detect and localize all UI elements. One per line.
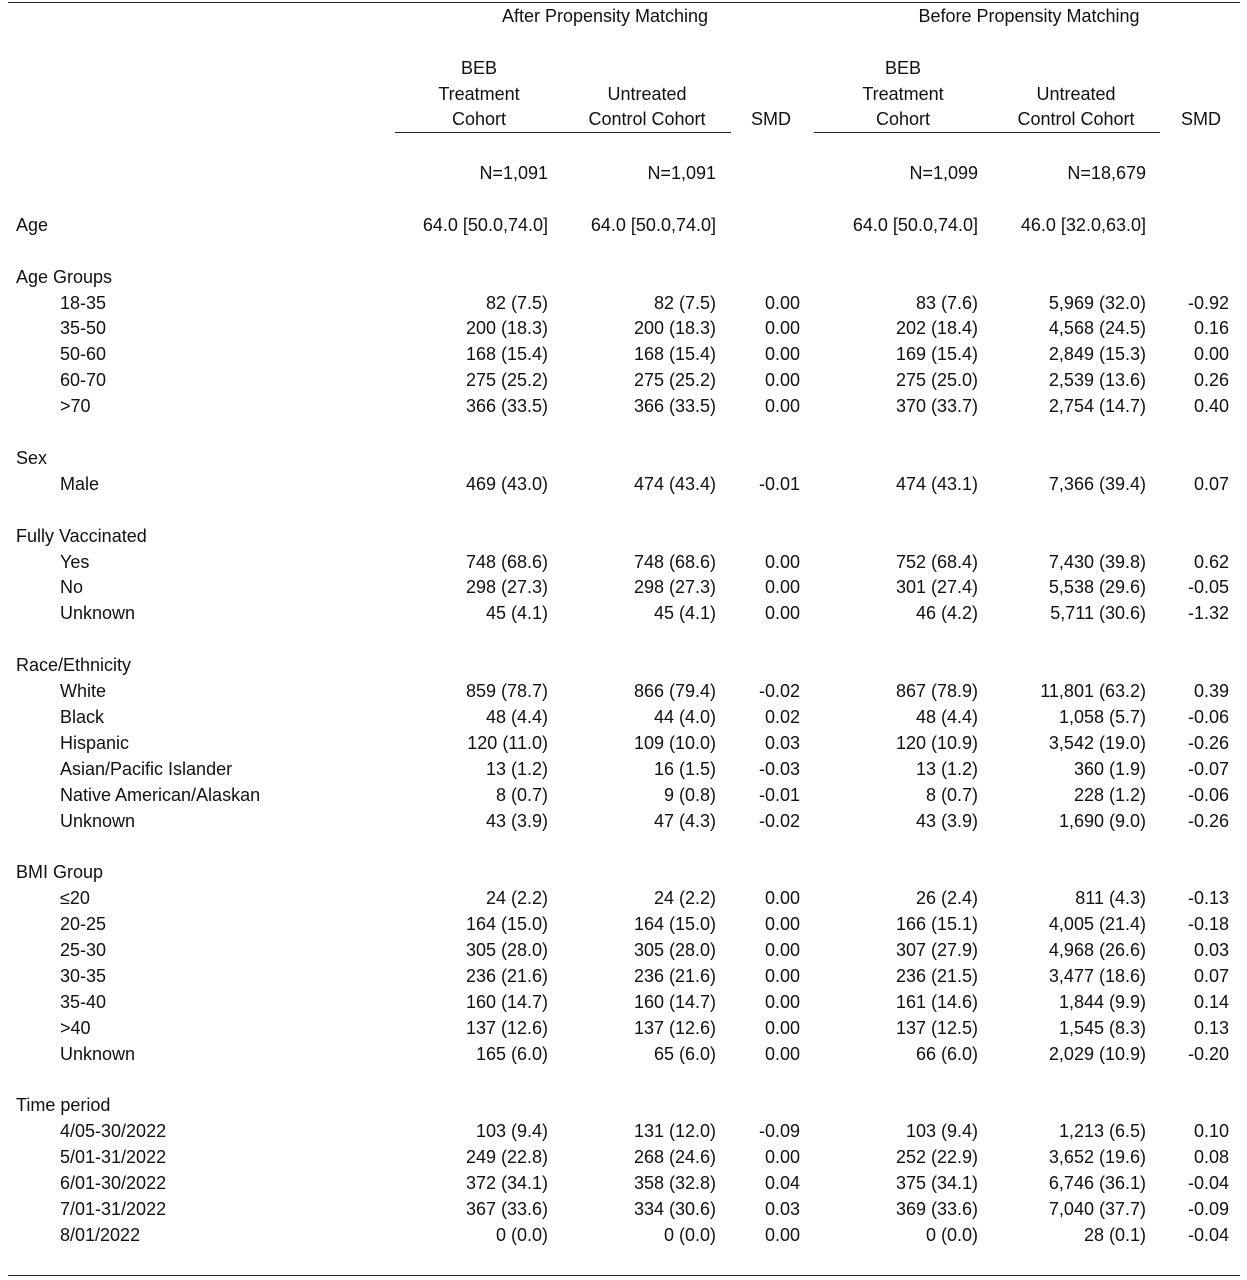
cell-after-smd: 0.03	[764, 1199, 800, 1219]
cell-before-control: 2,754 (14.7)	[1048, 396, 1146, 417]
cell-after-control: 16 (1.5)	[653, 758, 716, 779]
row-label: >40	[60, 1017, 91, 1038]
cell-before-beb: 166 (15.1)	[895, 914, 978, 935]
cell-after-beb: 137 (12.6)	[465, 1017, 548, 1038]
cell-after-control: N=1,091	[647, 163, 716, 183]
cell-before-smd: -0.92	[1187, 292, 1229, 313]
cell-after-beb: 82 (7.5)	[485, 292, 548, 313]
cell-before-control: 4,968 (26.6)	[1048, 940, 1146, 960]
cell-after-control: 47 (4.3)	[653, 810, 716, 831]
group-header-before: Before Propensity Matching	[918, 6, 1140, 26]
cell-before-beb: N=1,099	[909, 163, 978, 183]
row-label: Unknown	[60, 1043, 136, 1064]
cell-before-control: 2,029 (10.9)	[1048, 1043, 1146, 1064]
cell-after-beb: 64.0 [50.0,74.0]	[422, 214, 548, 235]
cell-after-smd: 0.00	[764, 344, 800, 365]
cell-before-smd	[1059, 212, 1229, 238]
cell-before-smd: -0.07	[1187, 758, 1229, 779]
cell-before-smd: -0.26	[1187, 810, 1229, 831]
cell-before-control: 1,844 (9.9)	[1058, 991, 1146, 1012]
cell-before-smd: -0.20	[1187, 1043, 1229, 1064]
cell-after-beb: 859 (78.7)	[465, 681, 548, 701]
cell-before-smd	[1059, 160, 1229, 186]
row-label: 30-35	[60, 965, 107, 986]
cell-before-control: 2,539 (13.6)	[1048, 370, 1146, 391]
row-label: 60-70	[60, 370, 107, 391]
section-heading: Race/Ethnicity	[16, 655, 132, 676]
row-label: >70	[60, 396, 91, 417]
cell-after-beb: 275 (25.2)	[465, 370, 548, 391]
cell-after-control: 109 (10.0)	[633, 732, 716, 753]
cell-before-control: 7,430 (39.8)	[1048, 551, 1146, 572]
cell-after-smd: 0.00	[764, 1224, 800, 1245]
cell-after-smd: 0.00	[764, 1147, 800, 1168]
cell-after-beb: 103 (9.4)	[475, 1121, 548, 1142]
cell-after-control: 45 (4.1)	[653, 603, 716, 624]
row-label: Hispanic	[60, 732, 130, 753]
cell-before-control: 11,801 (63.2)	[1040, 681, 1146, 701]
cell-before-smd: -0.04	[1187, 1173, 1229, 1194]
cell-before-smd: 0.08	[1193, 1147, 1229, 1168]
cell-before-beb: 236 (21.5)	[895, 965, 978, 986]
cell-before-beb: 369 (33.6)	[895, 1199, 978, 1219]
cell-after-control: 65 (6.0)	[653, 1043, 716, 1064]
cell-before-smd: -0.04	[1187, 1224, 1229, 1245]
cell-before-beb: 26 (2.4)	[915, 888, 978, 909]
cell-before-beb: 301 (27.4)	[895, 577, 978, 598]
cell-after-beb: 165 (6.0)	[475, 1043, 548, 1064]
cell-after-beb: 305 (28.0)	[465, 940, 548, 960]
cell-after-smd: 0.00	[764, 888, 800, 909]
table-top-rule	[8, 2, 1240, 3]
cell-after-beb: 249 (22.8)	[465, 1147, 548, 1168]
cell-before-smd: 0.14	[1193, 991, 1229, 1012]
col-header-after-beb: BEB Treatment Cohort	[438, 58, 520, 129]
cell-before-beb: 48 (4.4)	[915, 706, 978, 727]
row-label: White	[60, 681, 107, 701]
col-header-after-control: Untreated Control Cohort	[588, 83, 706, 129]
cell-before-beb: 103 (9.4)	[905, 1121, 978, 1142]
cell-before-control: 6,746 (36.1)	[1048, 1173, 1146, 1194]
cell-before-smd: 0.07	[1193, 473, 1229, 494]
cell-before-beb: 275 (25.0)	[895, 370, 978, 391]
cell-after-control: 137 (12.6)	[633, 1017, 716, 1038]
cell-before-beb: 137 (12.5)	[895, 1017, 978, 1038]
cell-before-beb: 252 (22.9)	[895, 1147, 978, 1168]
cell-after-smd: -0.01	[758, 473, 800, 494]
cell-after-control: 358 (32.8)	[633, 1173, 716, 1194]
cell-after-smd: 0.00	[764, 914, 800, 935]
cell-after-smd: -0.03	[758, 758, 800, 779]
cell-before-smd: 0.03	[1193, 940, 1229, 960]
cell-after-smd: 0.00	[764, 577, 800, 598]
cell-after-smd: 0.00	[764, 991, 800, 1012]
cell-after-control: 160 (14.7)	[633, 991, 716, 1012]
cell-before-beb: 120 (10.9)	[895, 732, 978, 753]
row-label: Asian/Pacific Islander	[60, 758, 233, 779]
cell-before-beb: 64.0 [50.0,74.0]	[852, 214, 978, 235]
cell-after-control: 9 (0.8)	[663, 784, 716, 805]
cell-after-beb: 48 (4.4)	[485, 706, 548, 727]
cell-after-smd: 0.03	[764, 732, 800, 753]
row-label: 6/01-30/2022	[60, 1173, 167, 1194]
cell-after-control: 366 (33.5)	[633, 396, 716, 417]
cell-after-smd: 0.00	[764, 965, 800, 986]
cell-before-control: 28 (0.1)	[1083, 1224, 1146, 1245]
cell-after-beb: 45 (4.1)	[485, 603, 548, 624]
cell-after-control: 305 (28.0)	[633, 940, 716, 960]
cell-before-smd: 0.16	[1193, 318, 1229, 339]
cell-before-smd: -0.13	[1187, 888, 1229, 909]
row-label: Age	[16, 214, 49, 235]
cell-after-beb: 367 (33.6)	[465, 1199, 548, 1219]
col-header-before-control: Untreated Control Cohort	[1017, 83, 1135, 129]
cell-before-control: 3,652 (19.6)	[1048, 1147, 1146, 1168]
cell-after-control: 82 (7.5)	[653, 292, 716, 313]
cell-before-beb: 46 (4.2)	[915, 603, 978, 624]
section-heading: BMI Group	[16, 862, 104, 883]
row-label: Unknown	[60, 810, 136, 831]
section-heading: Time period	[16, 1095, 111, 1116]
cell-after-smd: 0.00	[764, 1043, 800, 1064]
group-header-after: After Propensity Matching	[501, 6, 709, 26]
cell-before-beb: 66 (6.0)	[915, 1043, 978, 1064]
cell-before-control: 5,538 (29.6)	[1048, 577, 1146, 598]
cell-after-beb: 200 (18.3)	[465, 318, 548, 339]
cell-before-smd: 0.39	[1193, 681, 1229, 701]
cell-after-beb: 13 (1.2)	[485, 758, 548, 779]
col-header-after-smd: SMD	[751, 109, 791, 129]
cell-before-control: N=18,679	[1067, 163, 1146, 183]
cell-before-control: 1,213 (6.5)	[1058, 1121, 1146, 1142]
cell-after-beb: 372 (34.1)	[465, 1173, 548, 1194]
cell-before-beb: 8 (0.7)	[925, 784, 978, 805]
cell-before-beb: 375 (34.1)	[895, 1173, 978, 1194]
cell-before-control: 7,040 (37.7)	[1048, 1199, 1146, 1219]
header-underline-after	[395, 132, 731, 133]
cell-after-beb: 168 (15.4)	[465, 344, 548, 365]
table-bottom-rule	[8, 1275, 1240, 1276]
cell-before-control: 2,849 (15.3)	[1048, 344, 1146, 365]
row-label: 5/01-31/2022	[60, 1147, 167, 1168]
cell-before-smd: 0.07	[1193, 965, 1229, 986]
section-heading: Fully Vaccinated	[16, 525, 147, 546]
cell-after-control: 866 (79.4)	[633, 681, 716, 701]
cell-before-control: 46.0 [32.0,63.0]	[1020, 214, 1146, 235]
header-underline-before	[814, 132, 1160, 133]
cell-before-beb: 202 (18.4)	[895, 318, 978, 339]
cell-before-beb: 169 (15.4)	[895, 344, 978, 365]
cell-before-smd: 0.40	[1193, 396, 1229, 417]
cell-before-beb: 83 (7.6)	[915, 292, 978, 313]
cell-before-control: 811 (4.3)	[1075, 888, 1146, 909]
cell-after-beb: 366 (33.5)	[465, 396, 548, 417]
cell-after-control: 168 (15.4)	[633, 344, 716, 365]
cell-after-control: 334 (30.6)	[633, 1199, 716, 1219]
cell-after-beb: 298 (27.3)	[465, 577, 548, 598]
cell-before-beb: 0 (0.0)	[925, 1224, 978, 1245]
cell-after-beb: 164 (15.0)	[465, 914, 548, 935]
cell-after-beb: 236 (21.6)	[465, 965, 548, 986]
cell-after-control: 474 (43.4)	[633, 473, 716, 494]
row-label: Male	[60, 473, 100, 494]
row-label: Black	[60, 706, 105, 727]
cell-before-smd: -0.18	[1187, 914, 1229, 935]
row-label: 4/05-30/2022	[60, 1121, 167, 1142]
cell-before-control: 1,690 (9.0)	[1058, 810, 1146, 831]
cell-after-beb: N=1,091	[479, 163, 548, 183]
cell-after-smd: 0.04	[764, 1173, 800, 1194]
cell-before-control: 360 (1.9)	[1073, 758, 1146, 779]
cell-before-control: 5,969 (32.0)	[1048, 292, 1146, 313]
cell-before-smd: -0.26	[1187, 732, 1229, 753]
cell-after-control: 24 (2.2)	[653, 888, 716, 909]
cell-after-beb: 43 (3.9)	[485, 810, 548, 831]
cell-before-beb: 752 (68.4)	[895, 551, 978, 572]
cell-before-control: 228 (1.2)	[1073, 784, 1146, 805]
cell-before-control: 4,005 (21.4)	[1048, 914, 1146, 935]
cell-after-beb: 748 (68.6)	[465, 551, 548, 572]
cell-after-beb: 120 (11.0)	[467, 732, 548, 753]
cell-after-control: 236 (21.6)	[633, 965, 716, 986]
cell-after-smd: 0.00	[764, 370, 800, 391]
cell-after-smd: 0.00	[764, 318, 800, 339]
cell-before-smd: 0.13	[1193, 1017, 1229, 1038]
cell-after-control: 200 (18.3)	[633, 318, 716, 339]
cell-before-beb: 13 (1.2)	[915, 758, 978, 779]
cell-after-control: 268 (24.6)	[633, 1147, 716, 1168]
row-label: 8/01/2022	[60, 1224, 141, 1245]
cell-after-smd: 0.00	[764, 940, 800, 960]
cell-before-control: 4,568 (24.5)	[1048, 318, 1146, 339]
cell-before-beb: 161 (14.6)	[895, 991, 978, 1012]
row-label: 35-50	[60, 318, 107, 339]
cell-before-smd: -0.06	[1187, 706, 1229, 727]
cell-after-beb: 8 (0.7)	[495, 784, 548, 805]
section-heading: Sex	[16, 447, 48, 468]
cell-before-beb: 307 (27.9)	[895, 940, 978, 960]
section-heading: Age Groups	[16, 266, 113, 287]
cell-before-smd: 0.62	[1193, 551, 1229, 572]
cell-after-smd	[630, 160, 800, 186]
row-label: 25-30	[60, 940, 107, 960]
cell-after-smd: 0.00	[764, 1017, 800, 1038]
cell-after-beb: 160 (14.7)	[465, 991, 548, 1012]
cell-after-smd: -0.09	[758, 1121, 800, 1142]
row-label: 18-35	[60, 292, 107, 313]
cell-before-beb: 370 (33.7)	[895, 396, 978, 417]
cell-after-smd: 0.00	[764, 292, 800, 313]
cell-after-smd: -0.02	[758, 810, 800, 831]
cell-before-smd: -0.09	[1187, 1199, 1229, 1219]
cell-after-smd: 0.00	[764, 603, 800, 624]
row-label: ≤20	[60, 888, 90, 909]
row-label: 7/01-31/2022	[60, 1199, 167, 1219]
cell-after-smd: 0.00	[764, 551, 800, 572]
cell-after-beb: 469 (43.0)	[465, 473, 548, 494]
cell-after-smd: -0.02	[758, 681, 800, 701]
row-label: Yes	[60, 551, 90, 572]
cell-after-control: 275 (25.2)	[633, 370, 716, 391]
cell-after-control: 131 (12.0)	[633, 1121, 716, 1142]
row-label: No	[60, 577, 84, 598]
cell-after-beb: 0 (0.0)	[495, 1224, 548, 1245]
cell-before-beb: 43 (3.9)	[915, 810, 978, 831]
col-header-before-smd: SMD	[1181, 109, 1221, 129]
cell-before-smd: 0.00	[1193, 344, 1229, 365]
cell-before-smd: 0.26	[1193, 370, 1229, 391]
cell-before-smd: -1.32	[1187, 603, 1229, 624]
cell-after-control: 748 (68.6)	[633, 551, 716, 572]
cell-before-smd: 0.10	[1193, 1121, 1229, 1142]
cell-after-smd: -0.01	[758, 784, 800, 805]
cell-after-control: 0 (0.0)	[663, 1224, 716, 1245]
col-header-before-beb: BEB Treatment Cohort	[862, 58, 944, 129]
cell-after-smd: 0.00	[764, 396, 800, 417]
cell-before-control: 1,545 (8.3)	[1058, 1017, 1146, 1038]
cell-after-control: 164 (15.0)	[633, 914, 716, 935]
cell-before-smd: -0.05	[1187, 577, 1229, 598]
cell-before-smd: -0.06	[1187, 784, 1229, 805]
row-label: Native American/Alaskan	[60, 784, 261, 805]
cell-before-beb: 867 (78.9)	[895, 681, 978, 701]
row-label: 35-40	[60, 991, 107, 1012]
row-label: 20-25	[60, 914, 107, 935]
row-label: Unknown	[60, 603, 136, 624]
cell-before-control: 3,542 (19.0)	[1048, 732, 1146, 753]
cell-before-control: 1,058 (5.7)	[1058, 706, 1146, 727]
cell-before-beb: 474 (43.1)	[895, 473, 978, 494]
cell-before-control: 7,366 (39.4)	[1048, 473, 1146, 494]
cell-after-beb: 24 (2.2)	[485, 888, 548, 909]
cell-before-control: 5,711 (30.6)	[1050, 603, 1146, 624]
cell-after-smd: 0.02	[764, 706, 800, 727]
cell-after-control: 64.0 [50.0,74.0]	[590, 214, 716, 235]
cell-after-control: 298 (27.3)	[633, 577, 716, 598]
cell-after-control: 44 (4.0)	[653, 706, 716, 727]
cell-after-smd	[630, 212, 800, 238]
row-label: 50-60	[60, 344, 107, 365]
cell-before-control: 3,477 (18.6)	[1048, 965, 1146, 986]
